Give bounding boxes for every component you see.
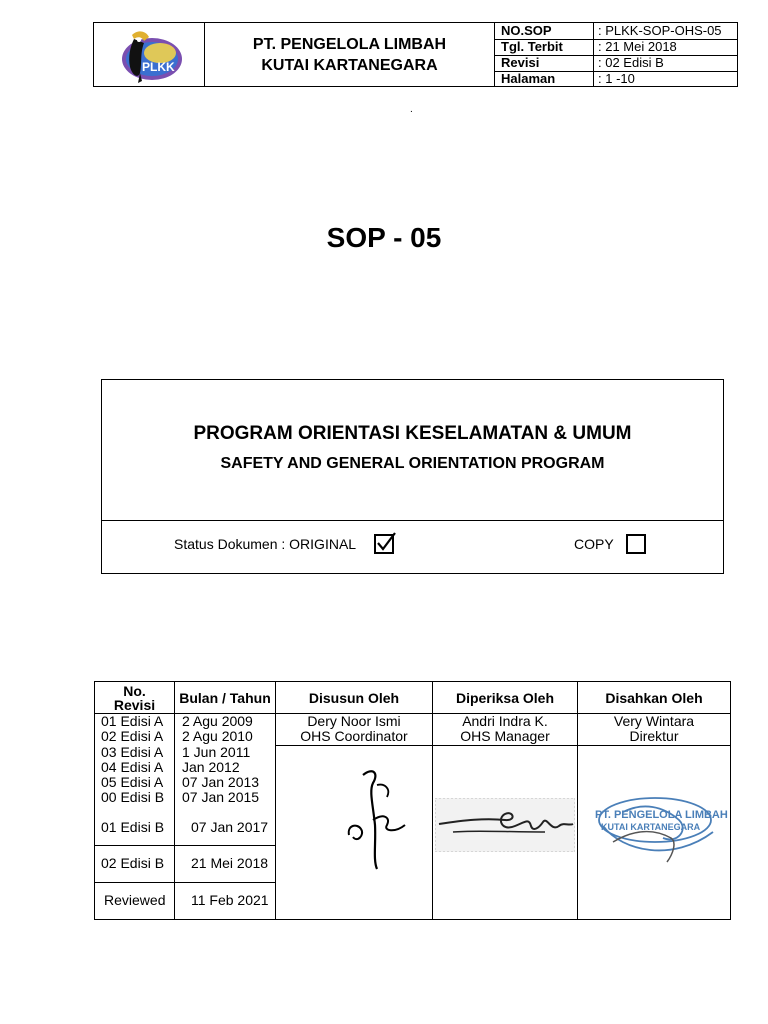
document-header [93, 22, 738, 87]
meta-row-no-sop [495, 23, 738, 40]
signature-disusun-icon [343, 765, 413, 875]
copy-checkbox[interactable] [626, 534, 646, 554]
company-name-line1: PT. PENGELOLA LIMBAH [252, 35, 447, 53]
revision-date: Jan 2012 [182, 759, 240, 775]
header-diperiksa: Diperiksa Oleh [455, 689, 555, 706]
document-subtitle: SAFETY AND GENERAL ORIENTATION PROGRAM [220, 455, 605, 472]
revision-date: 07 Jan 2017 [191, 819, 269, 835]
disahkan-name: Very Wintara [613, 713, 695, 729]
document-meta [495, 23, 738, 86]
hornbill-logo-icon [94, 23, 204, 86]
revision-no: 01 Edisi B [101, 819, 165, 835]
status-label: Status Dokumen : ORIGINAL [174, 536, 357, 552]
revision-date: 07 Jan 2013 [182, 774, 260, 790]
disusun-name: Dery Noor Ismi [307, 713, 401, 729]
meta-key: Tgl. Terbit [501, 39, 563, 54]
company-name-line2: KUTAI KARTANEGARA [261, 56, 438, 74]
meta-key: Revisi [501, 55, 540, 70]
diperiksa-name: Andri Indra K. [462, 713, 548, 729]
revision-no: 00 Edisi B [101, 789, 165, 805]
diperiksa-role: OHS Manager [460, 728, 550, 744]
header-no-revisi [95, 682, 174, 713]
meta-value: : PLKK-SOP-OHS-05 [593, 23, 722, 39]
revision-date: 11 Feb 2021 [191, 892, 269, 908]
meta-row-halaman [495, 71, 738, 87]
check-icon [374, 530, 398, 554]
signer-divider [275, 745, 730, 746]
revision-date: 2 Agu 2009 [182, 713, 253, 729]
revision-no: Reviewed [104, 892, 166, 908]
sop-title: SOP - 05 [326, 222, 442, 253]
meta-row-revisi [495, 55, 738, 72]
column-divider [174, 682, 175, 919]
revision-table [94, 681, 731, 920]
revision-no: 03 Edisi A [101, 744, 164, 760]
company-logo [94, 23, 205, 86]
meta-key: NO.SOP [501, 23, 552, 38]
divider [102, 520, 723, 521]
page-mark: . [410, 104, 413, 115]
company-name [205, 23, 495, 86]
row-divider [95, 882, 275, 883]
revision-no: 02 Edisi A [101, 728, 164, 744]
revision-no: 01 Edisi A [101, 713, 164, 729]
header-text: Revisi [113, 696, 156, 713]
original-checkbox[interactable] [374, 534, 394, 554]
document-title: PROGRAM ORIENTASI KESELAMATAN & UMUM [193, 423, 632, 444]
logo-text: PLKK [142, 60, 175, 74]
revision-date: 1 Jun 2011 [182, 744, 251, 760]
revision-no: 04 Edisi A [101, 759, 164, 775]
header-text: No. [123, 682, 146, 699]
meta-value: : 21 Mei 2018 [593, 39, 677, 55]
meta-row-tgl-terbit [495, 39, 738, 56]
revision-date: 21 Mei 2018 [191, 855, 269, 871]
header-disahkan: Disahkan Oleh [605, 689, 703, 706]
disusun-role: OHS Coordinator [300, 728, 408, 744]
row-divider [95, 845, 275, 846]
meta-value: : 1 -10 [593, 71, 635, 87]
company-stamp-icon [583, 792, 733, 874]
disahkan-role: Direktur [629, 728, 679, 744]
revision-date: 07 Jan 2015 [182, 789, 260, 805]
meta-key: Halaman [501, 71, 556, 86]
revision-no: 05 Edisi A [101, 774, 164, 790]
document-title-box [101, 379, 724, 574]
copy-label: COPY [574, 536, 614, 552]
signature-diperiksa-icon [435, 798, 575, 852]
revision-date: 2 Agu 2010 [182, 728, 253, 744]
stamp-line2: KUTAI KARTANEGARA [601, 822, 701, 832]
header-disusun: Disusun Oleh [308, 689, 400, 706]
stamp-line1: PT. PENGELOLA LIMBAH [595, 809, 728, 821]
meta-value: : 02 Edisi B [593, 55, 664, 71]
header-bulan-tahun: Bulan / Tahun [179, 689, 271, 706]
revision-no: 02 Edisi B [101, 855, 165, 871]
